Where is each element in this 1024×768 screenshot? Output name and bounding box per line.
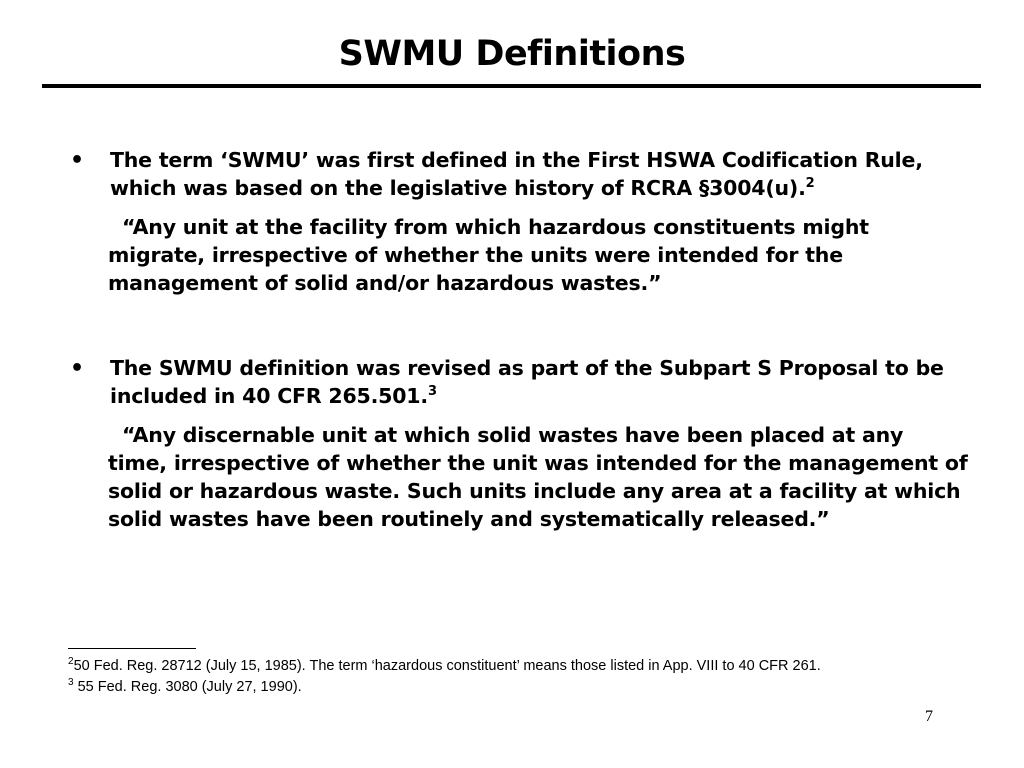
bullet-text: The term ‘SWMU’ was first defined in the First HSWA Codification Rule, which was based on the legislative history of RCRA §3004(u).$^2$ — [110, 148, 923, 200]
bullet-item — [68, 354, 968, 533]
definition-quote: “Any unit at the facility from which hazardous constituents might migrate, irrespective of whether the units were intended for the management of solid and/or hazardous wastes.” — [108, 215, 869, 295]
footnote — [68, 656, 1008, 677]
page-number: 7 — [925, 708, 933, 725]
bullet-text: The SWMU definition was revised as part of the Subpart S Proposal to be included in 40 CFR 265.501.$^3$ — [110, 356, 944, 408]
footnote-reference: 3 — [427, 384, 437, 400]
footnote-separator — [68, 648, 196, 649]
title-underline — [42, 84, 981, 88]
bullet-marker: • — [70, 356, 85, 381]
definition-quote: “Any discernable unit at which solid wastes have been placed at any time, irrespective of whether the unit was intended for the management of solid or hazardous waste. Such units include any area at a facility at which solid wastes have been routinely and systematically released.” — [108, 423, 968, 531]
footnote-number: 2 — [68, 656, 74, 668]
footnote-text: 55 Fed. Reg. 3080 (July 27, 1990). — [73, 679, 302, 695]
footnote-text: 50 Fed. Reg. 28712 (July 15, 1985). The term ‘hazardous constituent’ means those listed in App. VIII to 40 CFR 261. — [73, 658, 821, 674]
bullet-marker: • — [70, 148, 85, 173]
bullet-item — [68, 146, 968, 297]
slide-title: SWMU Definitions — [338, 34, 686, 74]
footnote-number: 3 — [68, 677, 74, 689]
footnotes — [68, 656, 1008, 698]
footnote — [68, 677, 1008, 698]
footnote-reference: 2 — [805, 176, 815, 192]
